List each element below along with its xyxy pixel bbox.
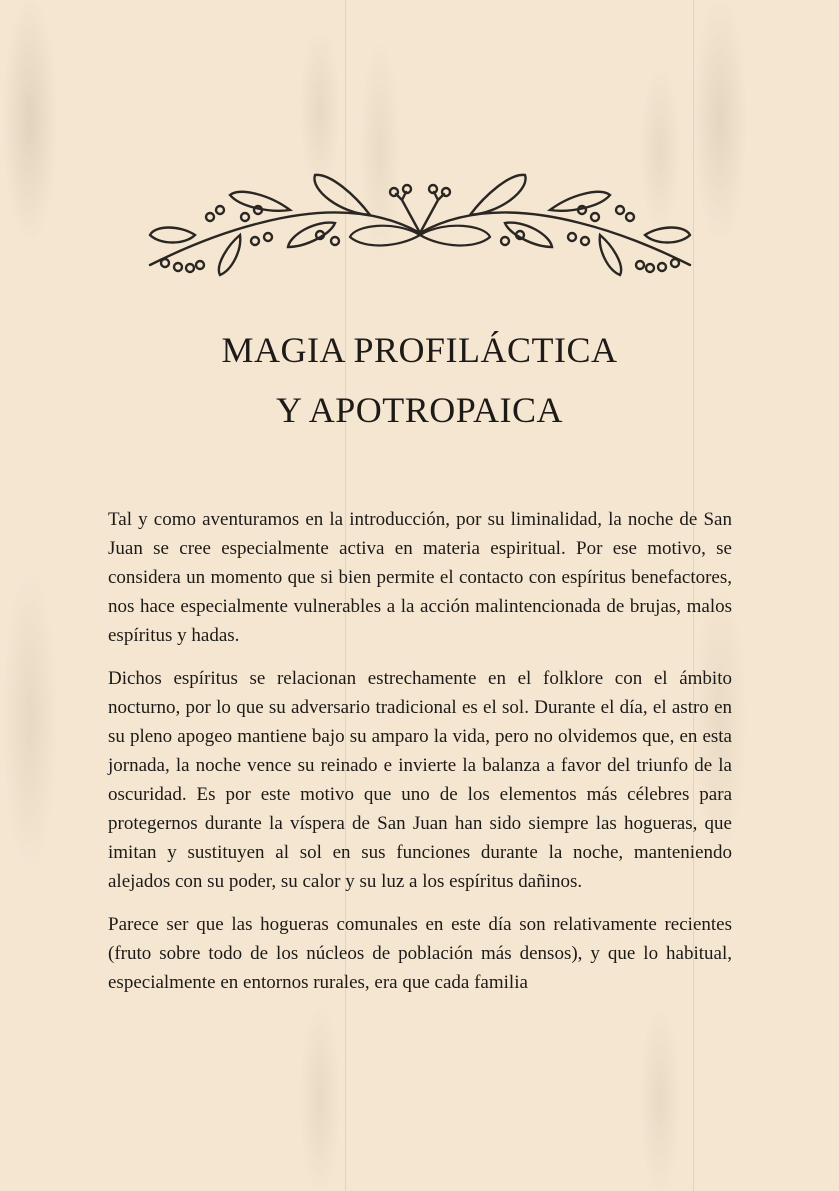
chapter-title-line-2: Y APOTROPAICA xyxy=(276,390,563,430)
body-text xyxy=(108,505,732,1011)
paragraph: Parece ser que las hogueras comunales en este día son relativamente recientes (fruto sobre todo de los núcleos de población más densos), y que lo habitual, especialmente en entornos rurales, era que cada familia xyxy=(108,914,732,993)
floral-laurel-ornament-icon xyxy=(140,165,700,280)
chapter-title-line-1: MAGIA PROFILÁCTICA xyxy=(221,330,618,370)
paragraph: Dichos espíritus se relacionan estrechamente en el folklore con el ámbito nocturno, por lo que su adversario tradicional es el sol. Durante el día, el astro en su pleno apogeo mantiene bajo su amparo la vida, pero no olvidemos que, en esta jornada, la noche vence su reinado e invierte la balanza a favor del triunfo de la oscuridad. Es por este motivo que uno de los elementos más célebres para protegernos durante la víspera de San Juan han sido siempre las hogueras, que imitan y sustituyen al sol en sus funciones durante la noche, manteniendo alejados con su poder, su calor y su luz a los espíritus dañinos. xyxy=(108,668,732,892)
paragraph: Tal y como aventuramos en la introducción, por su liminalidad, la noche de San Juan se cree especialmente activa en materia espiritual. Por ese motivo, se considera un momento que si bien permite el contacto con espíritus benefactores, nos hace especialmente vulnerables a la acción malintencionada de brujas, malos espíritus y hadas. xyxy=(108,509,732,646)
chapter-title xyxy=(0,320,839,440)
